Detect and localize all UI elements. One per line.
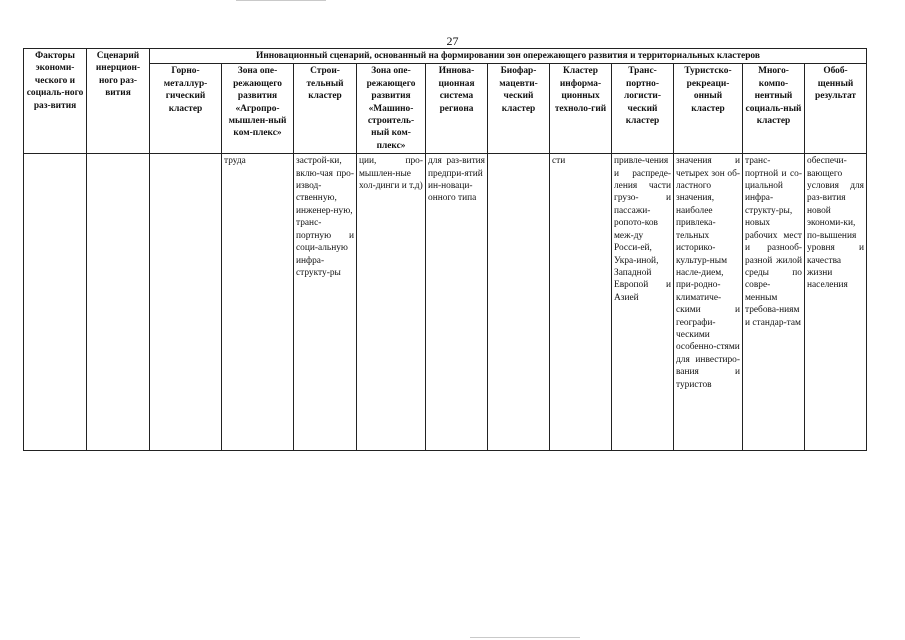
header-summary-result: Обоб-щенный результат (805, 64, 867, 154)
header-it-cluster: Кластер информа-ционных техноло-гий (550, 64, 612, 154)
cell-logistics: привле-чения и распреде-ления части грузо- и пассажи-ропото-ков меж-ду Росси-ей, Укра-иной, Западной Европой и Азией (612, 154, 674, 451)
cell-it: сти (550, 154, 612, 451)
cell-tourism: значения и четырех зон об-ластного значения, наиболее привлека-тельных историко-культур-ным насле-дием, при-родно-климатиче-скими и географи-ческими особенно-стями для инвестиро-вания и туристов (674, 154, 743, 451)
header-social-cluster: Много-компо-нентный социаль-ный кластер (743, 64, 805, 154)
page-number: 27 (446, 34, 459, 48)
header-agro-zone: Зона опе-режающего развития «Агропро-мышлен-ный ком-плекс» (222, 64, 294, 154)
header-tourism-cluster: Туристско-рекреаци-онный кластер (674, 64, 743, 154)
header-factors: Факторы экономи-ческого и социаль-ного раз-вития (24, 49, 87, 154)
scan-artifact-bottom (470, 637, 580, 638)
header-construction-cluster: Строи-тельный кластер (294, 64, 357, 154)
scan-artifact-top (236, 0, 326, 1)
scenario-table (23, 48, 867, 451)
table-row (24, 154, 867, 451)
header-logistics-cluster: Транс-портно-логисти-ческий кластер (612, 64, 674, 154)
cell-summary: обеспечи-вающего условия для раз-вития новой экономи-ки, по-вышения уровня и качества жизни населения (805, 154, 867, 451)
header-biopharma-cluster: Биофар-мацевти-ческий кластер (488, 64, 550, 154)
header-machinery-zone: Зона опе-режающего развития «Машино-строитель-ный ком-плекс» (357, 64, 426, 154)
header-inertial-scenario: Сценарий инерцион-ного раз-вития (87, 49, 150, 154)
cell-inertial (87, 154, 150, 451)
cell-social: транс-портной и со-циальной инфра-структу-ры, новых рабочих мест и разнооб-разной жилой среды по совре-менным требова-ниям и стандар-там (743, 154, 805, 451)
header-innovation-system: Иннова-ционная система региона (426, 64, 488, 154)
cell-mining (150, 154, 222, 451)
cell-agro: труда (222, 154, 294, 451)
header-row-2 (24, 64, 867, 154)
header-innovation-scenario: Инновационный сценарий, основанный на формировании зон опережающего развития и территориальных кластеров (150, 49, 867, 64)
cell-construction: застрой-ки, вклю-чая про-извод-ственную, инженер-ную, транс-портную и соци-альную инфра-структу-ры (294, 154, 357, 451)
header-row-1 (24, 49, 867, 64)
cell-factors (24, 154, 87, 451)
cell-machinery: ции, про-мышлен-ные хол-динги и т.д) (357, 154, 426, 451)
header-mining-cluster: Горно-металлур-гический кластер (150, 64, 222, 154)
cell-innovation: для раз-вития предпри-ятий ин-новаци-онного типа (426, 154, 488, 451)
cell-biopharma (488, 154, 550, 451)
